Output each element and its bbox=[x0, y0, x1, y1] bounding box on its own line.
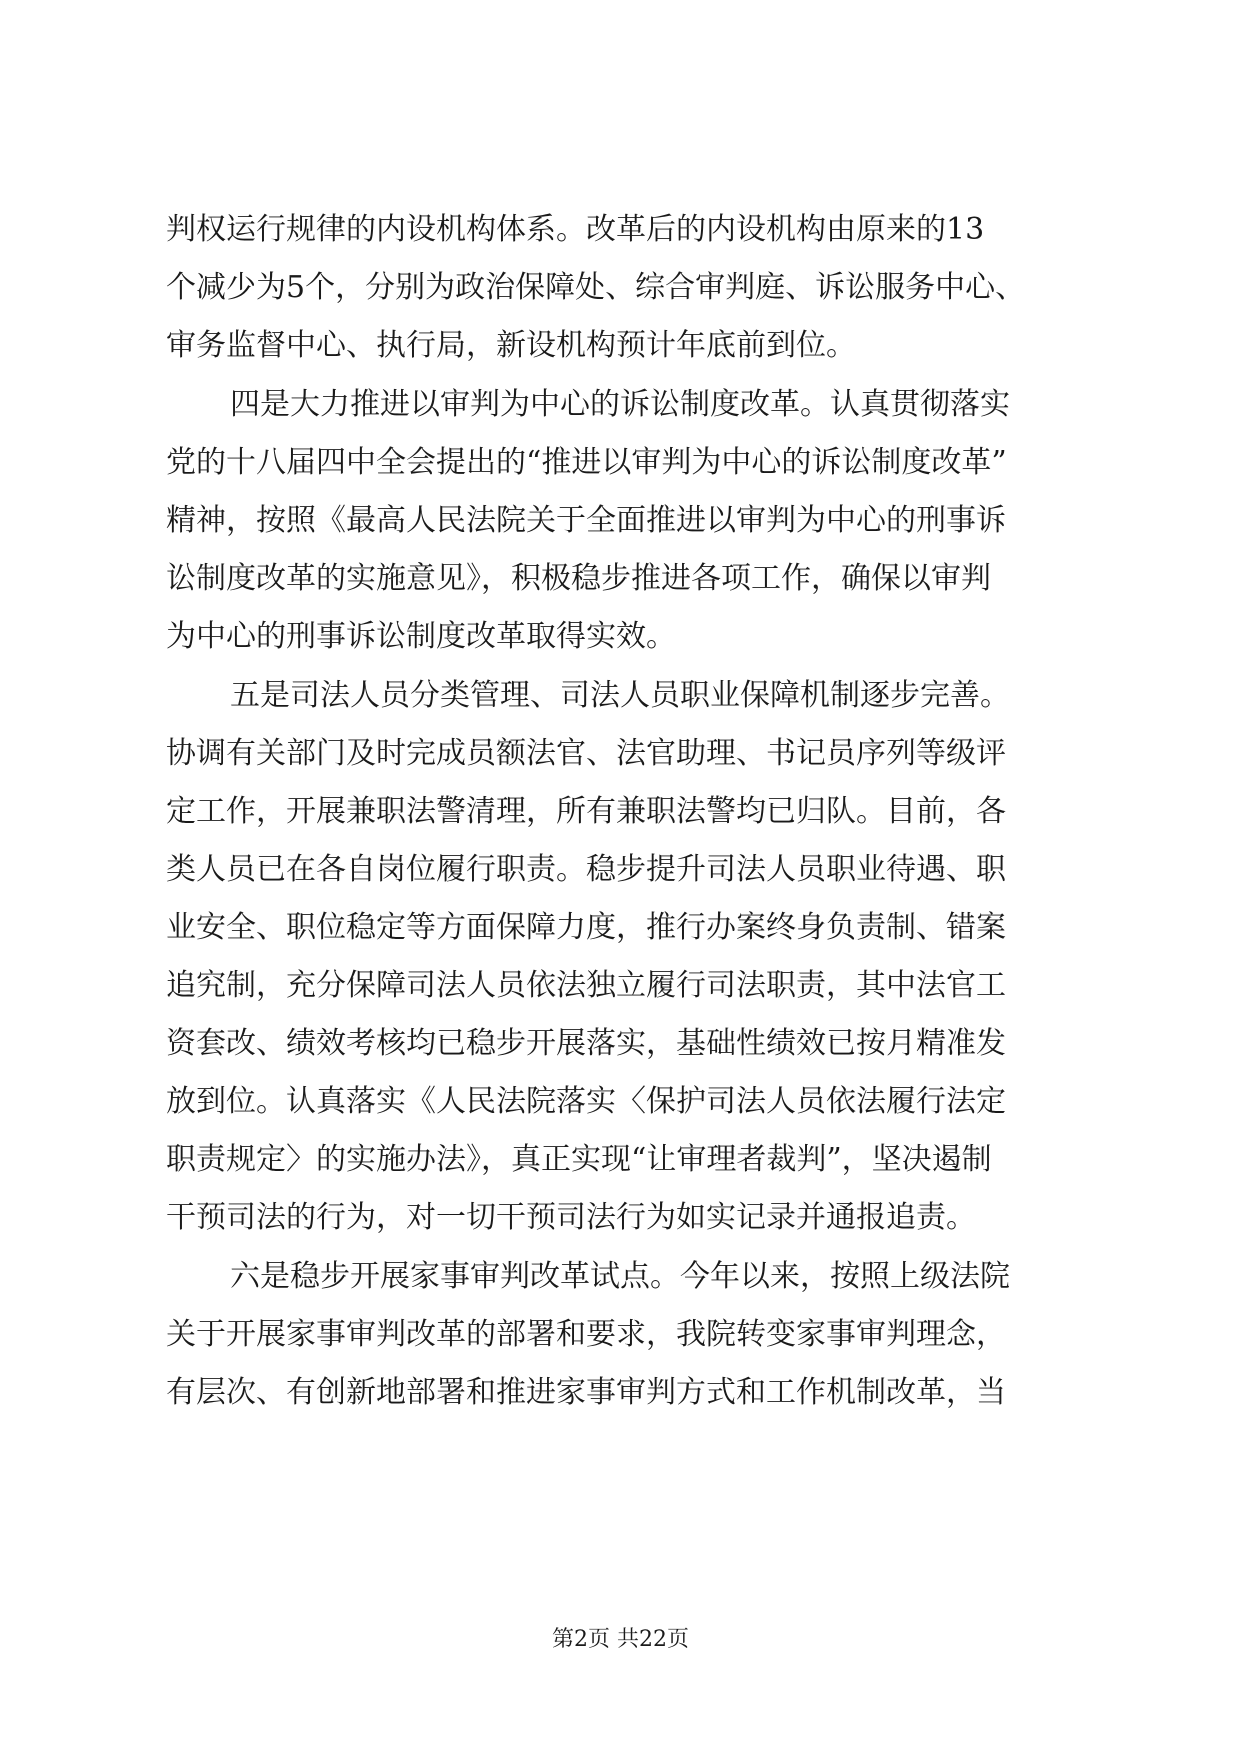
text-line-3: 审务监督中心、执行局，新设机构预计年底前到位。 bbox=[166, 328, 856, 363]
text-line-5: 党的十八届四中全会提出的“推进以审判为中心的诉讼制度改革” bbox=[166, 445, 1007, 480]
text-line-15: 资套改、绩效考核均已稳步开展落实，基础性绩效已按月精准发 bbox=[166, 1026, 1006, 1061]
text-line-13: 业安全、职位稳定等方面保障力度，推行办案终身负责制、错案 bbox=[166, 910, 1006, 945]
text-line-14: 追究制，充分保障司法人员依法独立履行司法职责，其中法官工 bbox=[166, 968, 1006, 1003]
text-line-17: 职责规定〉的实施办法》，真正实现“让审理者裁判”，坚决遏制 bbox=[166, 1142, 992, 1177]
text-line-18: 干预司法的行为，对一切干预司法行为如实记录并通报追责。 bbox=[166, 1200, 976, 1235]
text-line-6: 精神，按照《最高人民法院关于全面推进以审判为中心的刑事诉 bbox=[166, 503, 1006, 538]
text-line-21: 有层次、有创新地部署和推进家事审判方式和工作机制改革，当 bbox=[166, 1375, 1006, 1410]
text-line-16: 放到位。认真落实《人民法院落实〈保护司法人员依法履行法定 bbox=[166, 1084, 1006, 1119]
text-line-10: 协调有关部门及时完成员额法官、法官助理、书记员序列等级评 bbox=[166, 736, 1006, 771]
text-line-8: 为中心的刑事诉讼制度改革取得实效。 bbox=[166, 619, 676, 654]
paragraph-4-first-line: 四是大力推进以审判为中心的诉讼制度改革。认真贯彻落实 bbox=[230, 387, 1010, 422]
text-line-20: 关于开展家事审判改革的部署和要求，我院转变家事审判理念， bbox=[166, 1317, 1006, 1352]
text-line-1: 判权运行规律的内设机构体系。改革后的内设机构由原来的13 bbox=[166, 212, 985, 247]
paragraph-6-first-line: 六是稳步开展家事审判改革试点。今年以来，按照上级法院 bbox=[230, 1259, 1010, 1294]
page-number-footer: 第2页 共22页 bbox=[552, 1627, 689, 1652]
text-line-2: 个减少为5个，分别为政治保障处、综合审判庭、诉讼服务中心、 bbox=[166, 270, 1026, 305]
paragraph-5-first-line: 五是司法人员分类管理、司法人员职业保障机制逐步完善。 bbox=[230, 678, 1010, 713]
text-line-7: 讼制度改革的实施意见》，积极稳步推进各项工作，确保以审判 bbox=[166, 561, 991, 596]
text-line-11: 定工作，开展兼职法警清理，所有兼职法警均已归队。目前，各 bbox=[166, 794, 1006, 829]
text-line-12: 类人员已在各自岗位履行职责。稳步提升司法人员职业待遇、职 bbox=[166, 852, 1006, 887]
